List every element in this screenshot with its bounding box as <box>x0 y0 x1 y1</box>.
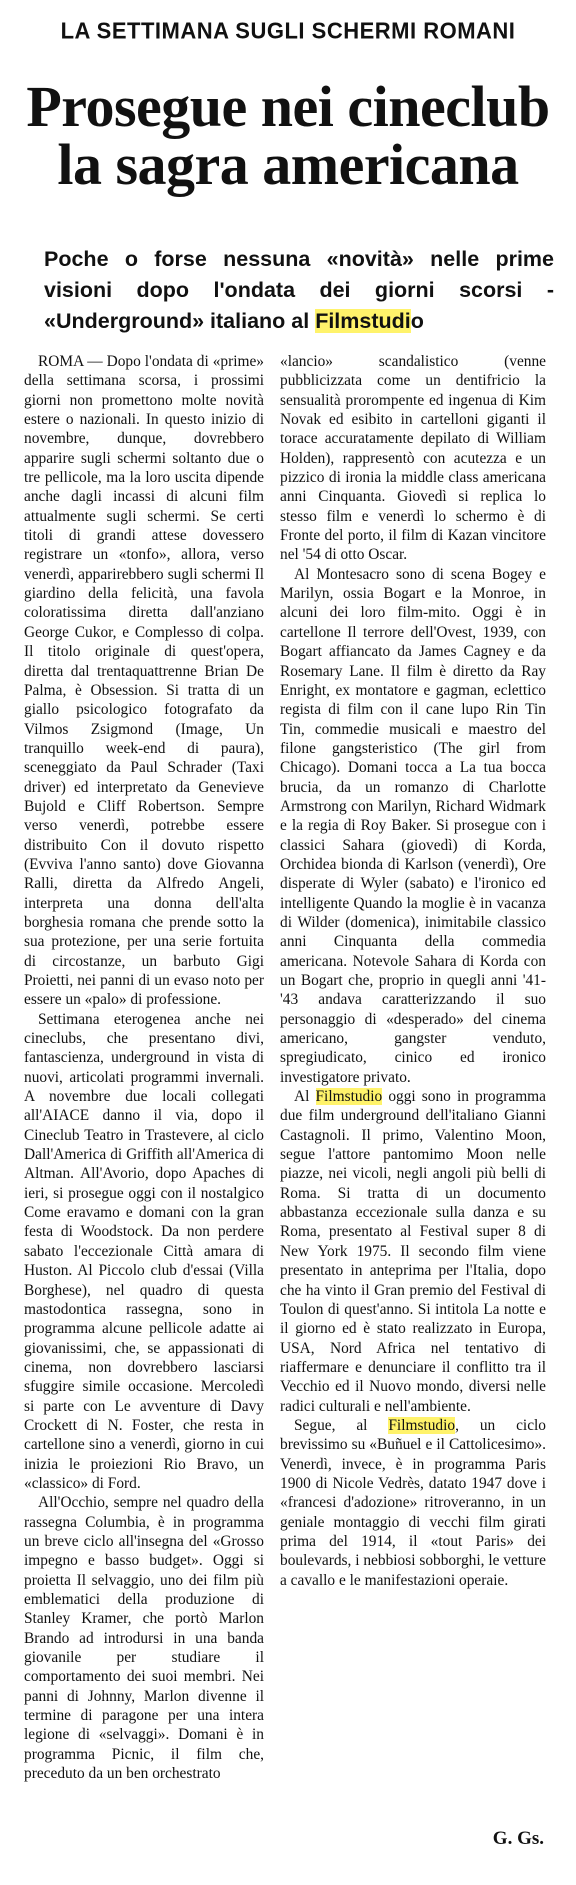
section-kicker: LA SETTIMANA SUGLI SCHERMI ROMANI <box>60 17 516 44</box>
body-paragraph: Al Filmstudio oggi sono in programma due film underground dell'italiano Gianni Castagnoli. Il primo, Valentino Moon, segue l'attore pantomimo Moon nelle piazze, nei vicoli, negli angoli più belli di Roma. Si tratta di un documento abbastanza eccezionale sulla danza e su Roma, presentato al Festival super 8 di New York 1975. Il secondo film viene presentato in anteprima per l'Italia, dopo che ha vinto il Gran premio del Festival di Toulon di quest'anno. Si intitola La notte e il giorno ed è stato realizzato in Europa, USA, Nord Africa nel tentativo di riaffermare e denunciare il conflitto tra il Vecchio ed il Nuovo mondo, diversi nelle radici culturali e nell'ambiente. <box>280 1088 546 1415</box>
highlighted-text: Filmstudio <box>315 1088 383 1106</box>
headline-line-1: Prosegue nei cineclub <box>26 74 550 139</box>
author-signature: G. Gs. <box>492 1828 544 1849</box>
subhead-tail: o <box>410 309 424 333</box>
subhead-text: Poche o forse nessuna «novità» nelle prime visioni dopo l'ondata dei giorni scorsi - «Underground» italiano al <box>44 247 554 333</box>
headline-line-2: la sagra americana <box>57 132 519 197</box>
subhead-highlight: Filmstudi <box>315 309 411 333</box>
article-column-left <box>24 352 264 1783</box>
body-paragraph: ROMA — Dopo l'ondata di «prime» della settimana scorsa, i prossimi giorni non promettono molte novità estere o nazionali. In questo inizio di novembre, dunque, dovrebbero apparire sugli schermi soltanto due o tre pellicole, ma la loro uscita dipende anche dagli incassi di alcuni film attualmente sugli schermi. Se certi titoli di grandi attese dovessero registrare un «tonfo», allora, verso venerdì, apparirebbero sugli schermi Il giardino della felicità, una favola coloratissima diretta dall'anziano George Cukor, e Complesso di colpa. Il titolo originale di quest'opera, diretta dal trentaquattrenne Brian De Palma, è Obsession. Si tratta di un giallo psicologico fotografato da Vilmos Zsigmond (Image, Un tranquillo week-end di paura), sceneggiato da Paul Schrader (Taxi driver) ed interpretato da Genevieve Bujold e Cliff Robertson. Sempre verso venerdì, potrebbe essere distribuito Con il dovuto rispetto (Evviva l'anno santo) dove Giovanna Ralli, diretta da Alfredo Angeli, interpreta una donna dell'alta borghesia romana che prende sotto la sua protezione, per una serie fortuita di circostanze, un barbuto Gigi Proietti, nei panni di un evaso noto per essere un «palo» di professione. <box>24 353 264 1009</box>
article-subheadline <box>44 244 554 337</box>
body-paragraph: Settimana eterogenea anche nei cineclubs, che presentano divi, fantascienza, underground in vista di nuovi, articolati programmi invernali. A novembre due locali collegati all'AIACE danno il via, dopo il Cineclub Teatro in Trastevere, al ciclo Dall'America di Griffith all'America di Altman. All'Avorio, dopo Apaches di ieri, si prosegue oggi con il nostalgico Come eravamo e domani con la gran festa di Woodstock. Da non perdere sabato l'eccezionale Città amara di Huston. Al Piccolo club d'essai (Villa Borghese), nel quadro di questa mastodontica rassegna, sono in programma alcune pellicole adatte ai giovanissimi, che, se appassionati di cinema, non dovrebbero lasciarsi sfuggire simile occasione. Mercoledì si parte con Le avventure di Davy Crockett di N. Foster, che resta in cartellone sino a venerdì, giorno in cui inizia le proiezioni Rio Bravo, un «classico» di Ford. <box>24 1010 264 1492</box>
highlighted-text: Filmstudio <box>388 1416 456 1434</box>
body-paragraph: «lancio» scandalistico (venne pubblicizzata come un dentifricio la sensualità prorompente ed ingenua di Kim Novak ed esibito in cartelloni giganti il torace accuratamente depilato di William Holden), rappresentò con acutezza e un pizzico di ironia la middle class americana anni Cinquanta. Giovedì si replica lo stesso film e venerdì lo schermo è di Fronte del porto, il film di Kazan vincitore nel '54 di otto Oscar. <box>280 353 546 564</box>
body-paragraph: Al Montesacro sono di scena Bogey e Marilyn, ossia Bogart e la Monroe, in alcuni dei loro film-mito. Oggi è in cartellone Il terrore dell'Ovest, 1939, con Bogart affiancato da James Cagney e da Rosemary Lane. Il film è diretto da Ray Enright, ex montatore e gagman, eclettico regista di film con il cane lupo Rin Tin Tin, commedie musicali e maestro del filone gangsteristico (The girl from Chicago). Domani tocca a La tua bocca brucia, da un romanzo di Charlotte Armstrong con Marilyn, Richard Widmark e la regia di Roy Baker. Si prosegue con i classici Sahara (giovedì) di Korda, Orchidea bionda di Karlson (venerdì), Ore disperate di Wyler (sabato) e l'ironico ed intelligente Quando la moglie è in vacanza di Wilder (domenica), inimitabile classico anni Cinquanta della commedia americana. Notevole Sahara di Korda con un Bogart che, proprio in quegli anni '41-'43 andava caratterizzando il suo personaggio di «desperado» del cinema americano, gangster venduto, spregiudicato, cinico ed ironico investigatore privato. <box>280 565 546 1086</box>
body-paragraph: Segue, al Filmstudio, un ciclo brevissimo su «Buñuel e il Cattolicesimo». Venerdì, invece, è in programma Paris 1900 di Nicole Vedrès, datato 1947 dove i «francesi d'adozione» ritroveranno, in un geniale montaggio di vecchi film girati prima del 1914, il «tout Paris» dei boulevards, i nebbiosi sobborghi, le vetture a cavallo e le manifestazioni operaie. <box>280 1416 547 1589</box>
article-headline <box>14 74 562 197</box>
body-paragraph: All'Occhio, sempre nel quadro della rassegna Columbia, è in programma un breve ciclo all'insegna del «Grosso impegno e basso budget». Oggi si proietta Il selvaggio, uno dei film più emblematici della produzione di Stanley Kramer, che portò Marlon Brando ad introdursi in una banda giovanile per studiare il comportamento dei suoi membri. Nei panni di Johnny, Marlon divenne il termine di paragone per una intera legione di «selvaggi». Domani è in programma Picnic, il film che, preceduto da un ben orchestrato <box>24 1494 264 1783</box>
article-column-right <box>280 352 546 1590</box>
